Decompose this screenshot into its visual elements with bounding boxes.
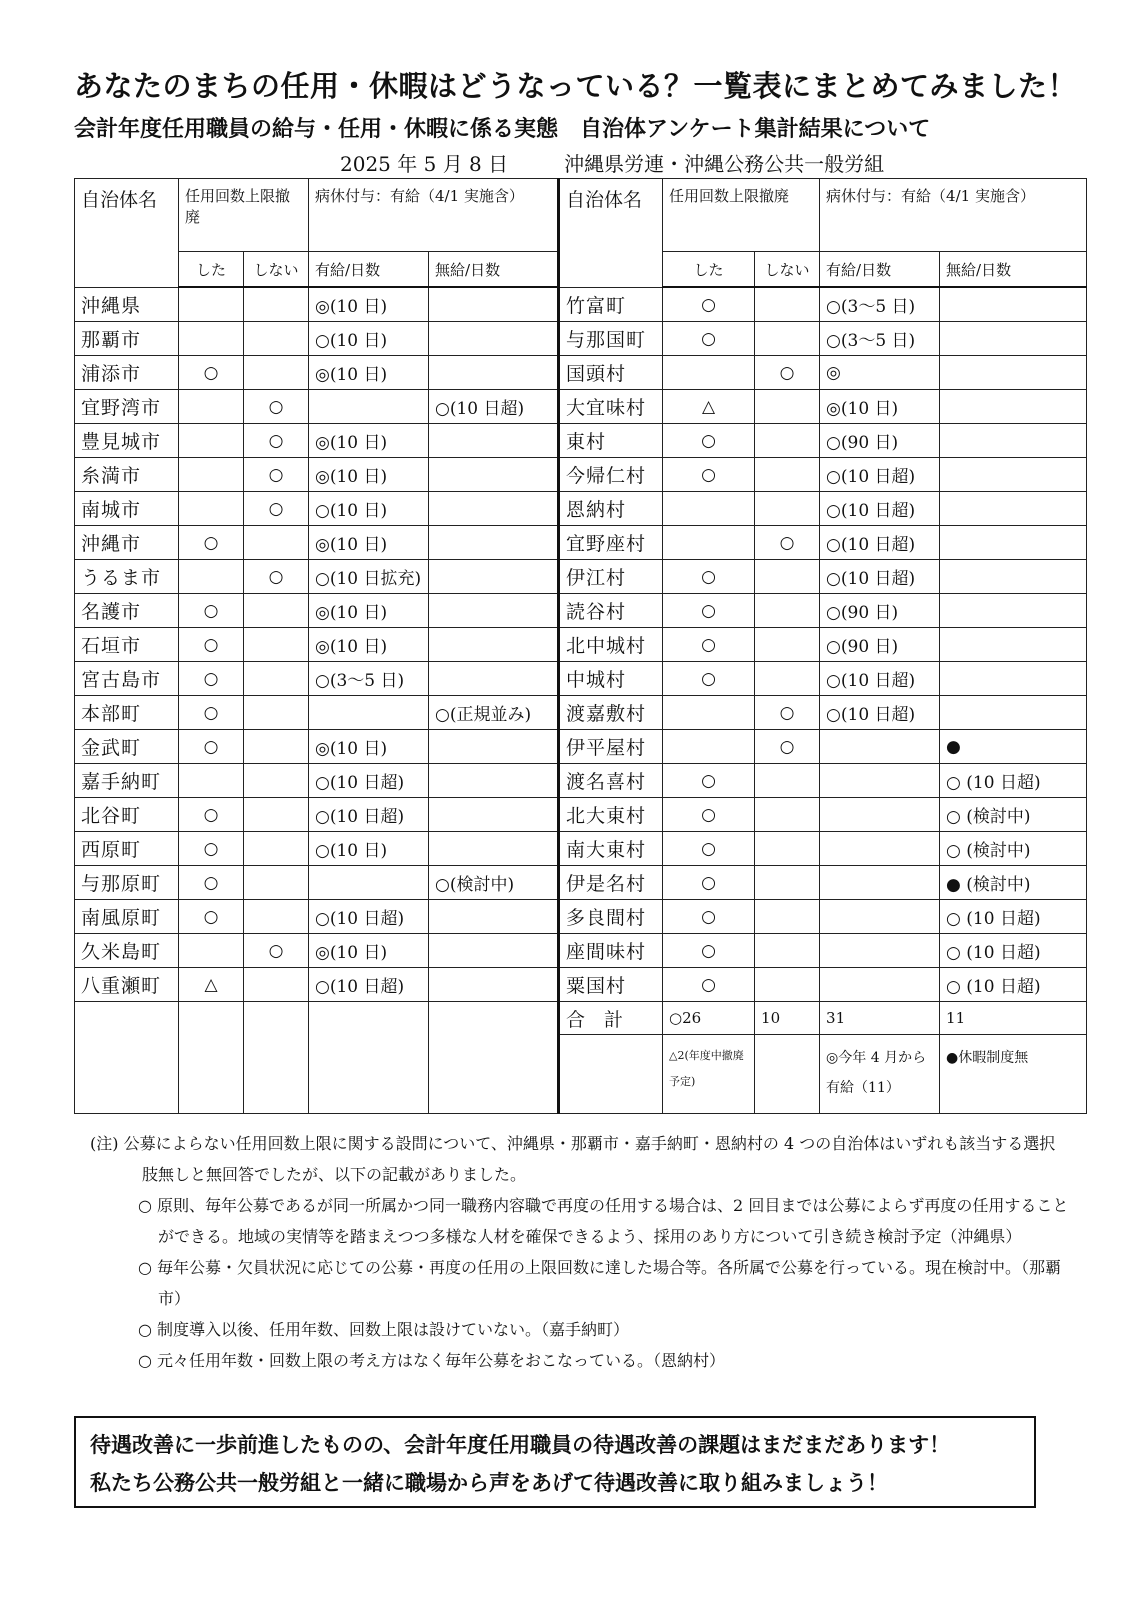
unpaid-days-cell [429, 594, 559, 628]
paid-days-cell: ○(3～5 日) [820, 287, 940, 322]
limit-abolished-cell: ○ [663, 322, 755, 356]
paid-days-cell: ○(90 日) [820, 424, 940, 458]
municipality-name: 石垣市 [75, 628, 179, 662]
limit-abolished-cell: ○ [179, 356, 244, 390]
table-row [75, 458, 1087, 492]
municipality-name: 伊是名村 [559, 866, 663, 900]
header-sick-right: 病休付与：有給（4/1 実施含） [820, 179, 1087, 252]
table-row [75, 832, 1087, 866]
municipality-name: 嘉手納町 [75, 764, 179, 798]
header-paid: 有給/日数 [820, 252, 940, 288]
total-did: ○26 [663, 1002, 755, 1035]
limit-kept-cell [755, 322, 820, 356]
paid-days-cell [820, 968, 940, 1002]
municipality-name: 与那原町 [75, 866, 179, 900]
limit-kept-cell: ○ [244, 458, 309, 492]
limit-kept-cell: ○ [244, 934, 309, 968]
unpaid-days-cell [429, 560, 559, 594]
page-title: あなたのまちの任用・休暇はどうなっている？一覧表にまとめてみました！ [74, 69, 1078, 103]
unpaid-days-cell [940, 526, 1087, 560]
limit-abolished-cell [179, 390, 244, 424]
limit-abolished-cell: ○ [663, 458, 755, 492]
limit-abolished-cell: ○ [663, 764, 755, 798]
limit-abolished-cell: ○ [663, 900, 755, 934]
limit-abolished-cell: ○ [663, 934, 755, 968]
limit-abolished-cell: ○ [663, 662, 755, 696]
paid-days-cell: ○(3～5 日) [820, 322, 940, 356]
header-sick-left: 病休付与：有給（4/1 実施含） [309, 179, 559, 252]
municipality-name: 西原町 [75, 832, 179, 866]
limit-abolished-cell: ○ [179, 526, 244, 560]
limit-abolished-cell: ○ [179, 798, 244, 832]
table-row [75, 526, 1087, 560]
limit-kept-cell: ○ [755, 730, 820, 764]
unpaid-days-cell: ● [940, 730, 1087, 764]
unpaid-days-cell: ○ (検討中) [940, 832, 1087, 866]
table-row [75, 322, 1087, 356]
municipality-name: 糸満市 [75, 458, 179, 492]
municipality-name: 東村 [559, 424, 663, 458]
paid-days-cell: ○(10 日超) [309, 798, 429, 832]
limit-kept-cell [755, 832, 820, 866]
limit-kept-cell [755, 866, 820, 900]
table-row [75, 356, 1087, 390]
unpaid-days-cell [429, 526, 559, 560]
header-limit-right: 任用回数上限撤廃 [663, 179, 820, 252]
limit-kept-cell [244, 866, 309, 900]
limit-kept-cell [755, 492, 820, 526]
unpaid-days-cell [429, 287, 559, 322]
limit-kept-cell: ○ [755, 526, 820, 560]
paid-days-cell: ○(10 日超) [820, 492, 940, 526]
municipality-name: 浦添市 [75, 356, 179, 390]
note-item: ○ 毎年公募・欠員状況に応じての公募・再度の任用の上限回数に達した場合等。各所属で公募を行っている。現在検討中。（那覇市） [138, 1258, 1062, 1308]
unpaid-days-cell [429, 900, 559, 934]
paid-days-cell: ◎(10 日) [309, 594, 429, 628]
paid-days-cell: ◎(10 日) [309, 526, 429, 560]
total-didnot: 10 [755, 1002, 820, 1035]
municipality-name: 北大東村 [559, 798, 663, 832]
survey-table [74, 178, 1087, 1114]
unpaid-days-cell [940, 594, 1087, 628]
limit-abolished-cell [179, 287, 244, 322]
municipality-name: 南風原町 [75, 900, 179, 934]
limit-kept-cell [755, 934, 820, 968]
municipality-name: 読谷村 [559, 594, 663, 628]
paid-days-cell: ◎(10 日) [309, 424, 429, 458]
paid-days-cell [820, 934, 940, 968]
paid-days-cell: ○(3～5 日) [309, 662, 429, 696]
limit-abolished-cell [179, 492, 244, 526]
limit-kept-cell [244, 730, 309, 764]
paid-days-cell: ○(10 日) [309, 322, 429, 356]
total-did-note: △2(年度中撤廃予定) [663, 1035, 755, 1114]
limit-kept-cell [244, 696, 309, 730]
municipality-name: 金武町 [75, 730, 179, 764]
table-row [75, 628, 1087, 662]
table-row [75, 730, 1087, 764]
limit-abolished-cell: ○ [663, 424, 755, 458]
paid-days-cell: ◎(10 日) [309, 287, 429, 322]
paid-days-cell: ○(10 日超) [820, 458, 940, 492]
empty-cell [429, 1002, 559, 1114]
paid-days-cell: ◎(10 日) [309, 628, 429, 662]
limit-kept-cell [755, 764, 820, 798]
unpaid-days-cell [940, 696, 1087, 730]
limit-kept-cell: ○ [244, 424, 309, 458]
date-line [340, 148, 884, 177]
municipality-name: 大宜味村 [559, 390, 663, 424]
unpaid-days-cell: ○ (10 日超) [940, 900, 1087, 934]
municipality-name: 竹富町 [559, 287, 663, 322]
municipality-name: 多良間村 [559, 900, 663, 934]
limit-abolished-cell: ○ [179, 866, 244, 900]
unpaid-days-cell: ○ (検討中) [940, 798, 1087, 832]
total-unpaid: 11 [940, 1002, 1087, 1035]
page-subtitle: 会計年度任用職員の給与・任用・休暇に係る実態 自治体アンケート集計結果について [74, 117, 931, 142]
municipality-name: 国頭村 [559, 356, 663, 390]
limit-kept-cell [244, 287, 309, 322]
municipality-name: 宮古島市 [75, 662, 179, 696]
paid-days-cell: ○(10 日) [309, 832, 429, 866]
paid-days-cell: ○(10 日超) [309, 968, 429, 1002]
limit-abolished-cell: ○ [663, 287, 755, 322]
unpaid-days-cell: ○ (10 日超) [940, 764, 1087, 798]
table-row [75, 594, 1087, 628]
limit-kept-cell [755, 458, 820, 492]
limit-kept-cell: ○ [244, 390, 309, 424]
municipality-name: 粟国村 [559, 968, 663, 1002]
unpaid-days-cell: ○(正規並み) [429, 696, 559, 730]
paid-days-cell [820, 730, 940, 764]
note-main: (注) 公募によらない任用回数上限に関する設問について、沖縄県・那覇市・嘉手納町・恩納村の 4 つの自治体はいずれも該当する選択肢無しと無回答でしたが、以下の記載がありました。 [90, 1134, 1056, 1184]
municipality-name: 豊見城市 [75, 424, 179, 458]
limit-abolished-cell [663, 730, 755, 764]
paid-days-cell: ◎(10 日) [309, 730, 429, 764]
limit-abolished-cell [179, 458, 244, 492]
limit-abolished-cell [663, 526, 755, 560]
limit-abolished-cell [663, 356, 755, 390]
paid-days-cell: ◎(10 日) [309, 934, 429, 968]
header-name-right: 自治体名 [559, 179, 663, 288]
municipality-name: 渡嘉敷村 [559, 696, 663, 730]
unpaid-days-cell [429, 934, 559, 968]
unpaid-days-cell: ○ (10 日超) [940, 934, 1087, 968]
paid-days-cell: ◎ [820, 356, 940, 390]
limit-kept-cell [755, 594, 820, 628]
paid-days-cell: ○(10 日) [309, 492, 429, 526]
header-paid: 有給/日数 [309, 252, 429, 288]
limit-abolished-cell [179, 764, 244, 798]
unpaid-days-cell [940, 458, 1087, 492]
header-did: した [179, 252, 244, 288]
limit-abolished-cell: ○ [663, 798, 755, 832]
paid-days-cell: ◎(10 日) [309, 458, 429, 492]
note-item: ○ 制度導入以後、任用年数、回数上限は設けていない。（嘉手納町） [138, 1320, 630, 1339]
municipality-name: 八重瀬町 [75, 968, 179, 1002]
header-unpaid: 無給/日数 [940, 252, 1087, 288]
table-row [75, 968, 1087, 1002]
unpaid-days-cell [940, 560, 1087, 594]
limit-abolished-cell [179, 934, 244, 968]
limit-kept-cell [244, 594, 309, 628]
municipality-name: 南大東村 [559, 832, 663, 866]
header-did-not: しない [244, 252, 309, 288]
limit-kept-cell [244, 968, 309, 1002]
empty-cell [559, 1035, 663, 1114]
paid-days-cell [309, 866, 429, 900]
header-did-not: しない [755, 252, 820, 288]
total-unpaid-note: ●休暇制度無 [940, 1035, 1087, 1114]
paid-days-cell: ◎(10 日) [820, 390, 940, 424]
total-paid: 31 [820, 1002, 940, 1035]
limit-kept-cell [244, 764, 309, 798]
limit-kept-cell [244, 900, 309, 934]
notes [90, 1128, 1070, 1376]
limit-abolished-cell [179, 322, 244, 356]
paid-days-cell [820, 764, 940, 798]
limit-abolished-cell: △ [179, 968, 244, 1002]
unpaid-days-cell [429, 832, 559, 866]
table-row [75, 662, 1087, 696]
limit-abolished-cell: ○ [663, 628, 755, 662]
unpaid-days-cell [429, 764, 559, 798]
cta-line-2: 私たち公務公共一般労組と一緒に職場から声をあげて待遇改善に取り組みましょう！ [90, 1471, 888, 1495]
unpaid-days-cell [940, 322, 1087, 356]
limit-abolished-cell: ○ [663, 560, 755, 594]
municipality-name: 渡名喜村 [559, 764, 663, 798]
limit-abolished-cell: ○ [663, 968, 755, 1002]
limit-abolished-cell [179, 560, 244, 594]
unpaid-days-cell [429, 424, 559, 458]
paid-days-cell: ○(10 日超) [309, 900, 429, 934]
table-row [75, 424, 1087, 458]
unpaid-days-cell: ○ (10 日超) [940, 968, 1087, 1002]
municipality-name: 久米島町 [75, 934, 179, 968]
unpaid-days-cell: ○(検討中) [429, 866, 559, 900]
paid-days-cell: ○(10 日超) [820, 696, 940, 730]
limit-kept-cell [244, 356, 309, 390]
limit-kept-cell [755, 628, 820, 662]
table-row [75, 492, 1087, 526]
unpaid-days-cell [429, 628, 559, 662]
paid-days-cell: ○(10 日超) [820, 526, 940, 560]
limit-kept-cell [755, 798, 820, 832]
municipality-name: 恩納村 [559, 492, 663, 526]
unpaid-days-cell [429, 730, 559, 764]
municipality-name: 南城市 [75, 492, 179, 526]
paid-days-cell: ○(90 日) [820, 628, 940, 662]
unpaid-days-cell [940, 356, 1087, 390]
limit-abolished-cell: △ [663, 390, 755, 424]
limit-kept-cell [244, 628, 309, 662]
table-row [75, 390, 1087, 424]
limit-kept-cell [244, 798, 309, 832]
table-row [75, 560, 1087, 594]
unpaid-days-cell [940, 390, 1087, 424]
header-did: した [663, 252, 755, 288]
limit-kept-cell: ○ [755, 696, 820, 730]
unpaid-days-cell [429, 322, 559, 356]
paid-days-cell: ◎(10 日) [309, 356, 429, 390]
unpaid-days-cell [429, 458, 559, 492]
limit-kept-cell [244, 662, 309, 696]
limit-kept-cell: ○ [755, 356, 820, 390]
paid-days-cell [309, 696, 429, 730]
date: 2025 年 5 月 8 日 [340, 152, 509, 176]
limit-abolished-cell: ○ [663, 866, 755, 900]
limit-kept-cell [244, 832, 309, 866]
limit-abolished-cell: ○ [179, 628, 244, 662]
municipality-name: 中城村 [559, 662, 663, 696]
limit-kept-cell: ○ [244, 560, 309, 594]
note-item: ○ 原則、毎年公募であるが同一所属かつ同一職務内容職で再度の任用する場合は、2 回目までは公募によらず再度の任用することができる。地域の実情等を踏まえつつ多様な人材を確保できるよう、採用のあり方について引き続き検討予定（沖縄県） [138, 1196, 1069, 1246]
table-row [75, 764, 1087, 798]
empty-cell [179, 1002, 244, 1114]
limit-kept-cell [755, 900, 820, 934]
limit-abolished-cell: ○ [663, 832, 755, 866]
limit-kept-cell: ○ [244, 492, 309, 526]
header-limit-left: 任用回数上限撤廃 [179, 179, 309, 252]
paid-days-cell: ○(10 日超) [309, 764, 429, 798]
table-row [75, 934, 1087, 968]
limit-abolished-cell: ○ [179, 696, 244, 730]
empty-cell [309, 1002, 429, 1114]
limit-abolished-cell [663, 696, 755, 730]
paid-days-cell [820, 832, 940, 866]
limit-abolished-cell: ○ [179, 832, 244, 866]
limit-abolished-cell: ○ [179, 662, 244, 696]
municipality-name: 伊江村 [559, 560, 663, 594]
municipality-name: 与那国町 [559, 322, 663, 356]
table-row [75, 696, 1087, 730]
limit-kept-cell [244, 526, 309, 560]
municipality-name: 座間味村 [559, 934, 663, 968]
empty-cell [75, 1002, 179, 1114]
total-paid-note: ◎今年 4 月から有給（11） [820, 1035, 940, 1114]
paid-days-cell: ○(90 日) [820, 594, 940, 628]
limit-abolished-cell [179, 424, 244, 458]
paid-days-cell [309, 390, 429, 424]
empty-cell [755, 1035, 820, 1114]
limit-kept-cell [244, 322, 309, 356]
municipality-name: 名護市 [75, 594, 179, 628]
paid-days-cell: ○(10 日超) [820, 662, 940, 696]
paid-days-cell: ○(10 日拡充) [309, 560, 429, 594]
limit-kept-cell [755, 560, 820, 594]
unpaid-days-cell [429, 798, 559, 832]
totals-row [75, 1002, 1087, 1035]
limit-abolished-cell: ○ [663, 594, 755, 628]
municipality-name: 本部町 [75, 696, 179, 730]
limit-abolished-cell: ○ [179, 594, 244, 628]
limit-kept-cell [755, 287, 820, 322]
municipality-name: 今帰仁村 [559, 458, 663, 492]
municipality-name: うるま市 [75, 560, 179, 594]
limit-abolished-cell [663, 492, 755, 526]
municipality-name: 伊平屋村 [559, 730, 663, 764]
unpaid-days-cell [940, 424, 1087, 458]
organization: 沖縄県労連・沖縄公務公共一般労組 [564, 152, 885, 176]
table-row [75, 866, 1087, 900]
municipality-name: 宜野湾市 [75, 390, 179, 424]
unpaid-days-cell [429, 968, 559, 1002]
table-row [75, 900, 1087, 934]
unpaid-days-cell [940, 662, 1087, 696]
limit-abolished-cell: ○ [179, 900, 244, 934]
note-item: ○ 元々任用年数・回数上限の考え方はなく毎年公募をおこなっている。（恩納村） [138, 1351, 726, 1370]
municipality-name: 北中城村 [559, 628, 663, 662]
unpaid-days-cell: ○(10 日超) [429, 390, 559, 424]
municipality-name: 沖縄市 [75, 526, 179, 560]
paid-days-cell: ○(10 日超) [820, 560, 940, 594]
limit-abolished-cell: ○ [179, 730, 244, 764]
limit-kept-cell [755, 662, 820, 696]
municipality-name: 北谷町 [75, 798, 179, 832]
municipality-name: 宜野座村 [559, 526, 663, 560]
header-unpaid: 無給/日数 [429, 252, 559, 288]
unpaid-days-cell [940, 628, 1087, 662]
unpaid-days-cell [940, 492, 1087, 526]
municipality-name: 那覇市 [75, 322, 179, 356]
unpaid-days-cell [940, 287, 1087, 322]
limit-kept-cell [755, 968, 820, 1002]
unpaid-days-cell: ● (検討中) [940, 866, 1087, 900]
empty-cell [244, 1002, 309, 1114]
table-row [75, 287, 1087, 322]
limit-kept-cell [755, 424, 820, 458]
cta-line-1: 待遇改善に一歩前進したものの、会計年度任用職員の待遇改善の課題はまだまだあります！ [90, 1433, 951, 1457]
totals-label: 合 計 [559, 1002, 663, 1035]
paid-days-cell [820, 798, 940, 832]
municipality-name: 沖縄県 [75, 287, 179, 322]
unpaid-days-cell [429, 662, 559, 696]
call-to-action-box [74, 1416, 1036, 1508]
unpaid-days-cell [429, 356, 559, 390]
limit-kept-cell [755, 390, 820, 424]
paid-days-cell [820, 866, 940, 900]
paid-days-cell [820, 900, 940, 934]
table-row [75, 798, 1087, 832]
header-name-left: 自治体名 [75, 179, 179, 288]
unpaid-days-cell [429, 492, 559, 526]
